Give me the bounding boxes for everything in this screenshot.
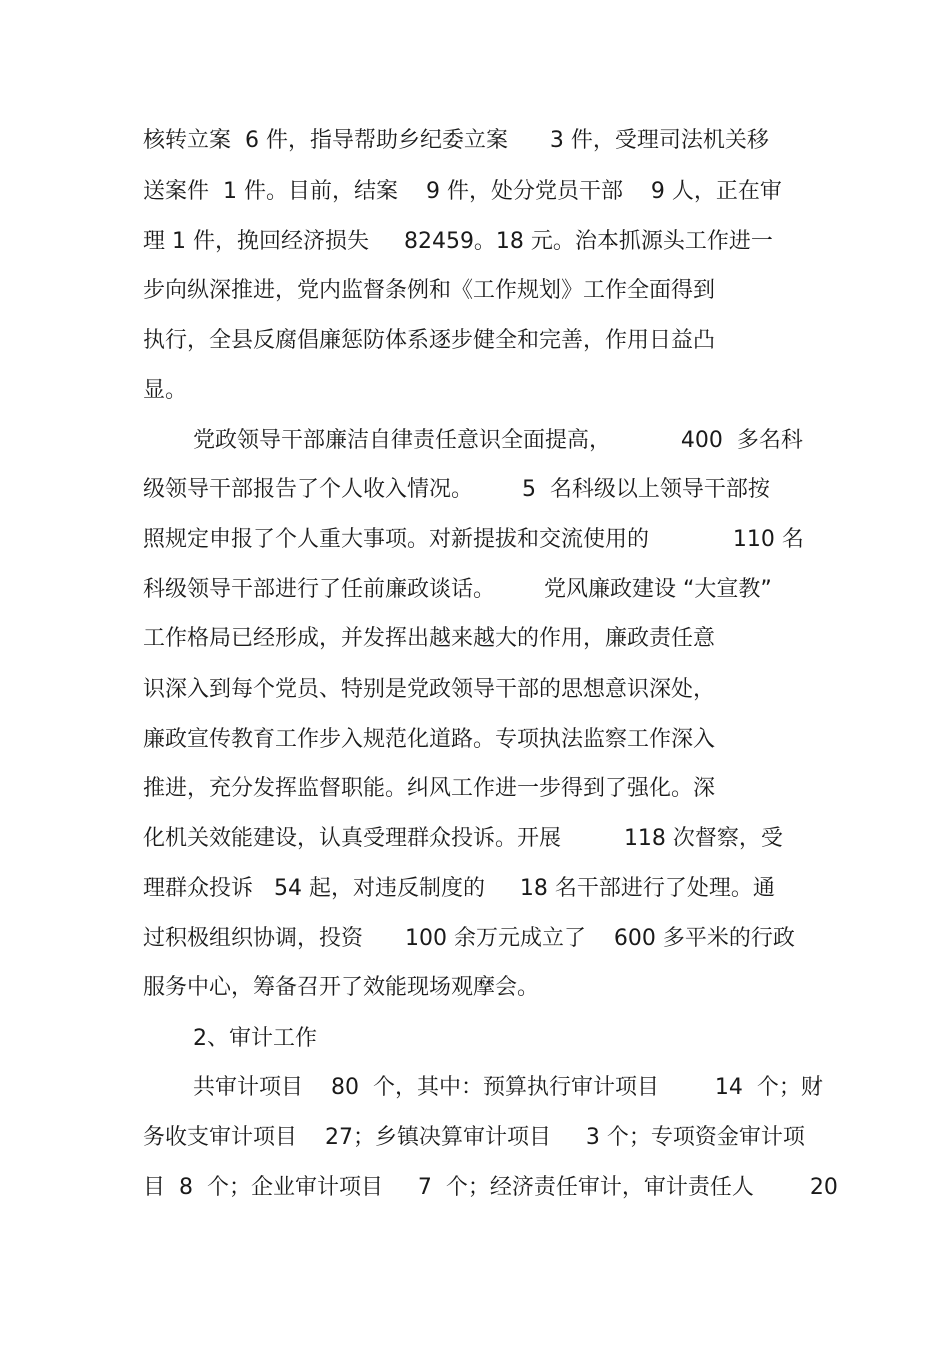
text-line: 廉政宣传教育工作步入规范化道路。专项执法监察工作深入 bbox=[143, 727, 716, 752]
text-line: 务收支审计项目 27；乡镇决算审计项目 3 个；专项资金审计项 bbox=[143, 1125, 805, 1150]
text-line: 步向纵深推进，党内监督条例和《工作规划》工作全面得到 bbox=[143, 278, 716, 303]
text-line: 过积极组织协调，投资 100 余万元成立了 600 多平米的行政 bbox=[143, 926, 795, 951]
text-line: 照规定申报了个人重大事项。对新提拔和交流使用的 110 名 bbox=[143, 527, 804, 552]
text-line: 理 1 件，挽回经济损失 82459。18 元。治本抓源头工作进一 bbox=[143, 229, 773, 254]
section-heading: 2、审计工作 bbox=[193, 1026, 317, 1051]
text-line: 执行，全县反腐倡廉惩防体系逐步健全和完善，作用日益凸 bbox=[143, 328, 716, 353]
text-line: 服务中心，筹备召开了效能现场观摩会。 bbox=[143, 975, 540, 1000]
text-line: 科级领导干部进行了任前廉政谈话。 党风廉政建设 “大宣教” bbox=[143, 577, 772, 602]
text-line: 推进，充分发挥监督职能。纠风工作进一步得到了强化。深 bbox=[143, 776, 716, 801]
text-line: 核转立案 6 件，指导帮助乡纪委立案 3 件，受理司法机关移 bbox=[143, 128, 769, 153]
text-line: 级领导干部报告了个人收入情况。 5 名科级以上领导干部按 bbox=[143, 477, 770, 502]
paragraph-first-line: 党政领导干部廉洁自律责任意识全面提高， 400 多名科 bbox=[193, 428, 803, 453]
text-line: 目 8 个；企业审计项目 7 个；经济责任审计，审计责任人 20 bbox=[143, 1175, 838, 1200]
text-line: 理群众投诉 54 起，对违反制度的 18 名干部进行了处理。通 bbox=[143, 876, 775, 901]
text-line: 识深入到每个党员、特别是党政领导干部的思想意识深处， bbox=[143, 677, 716, 702]
paragraph-first-line: 共审计项目 80 个，其中：预算执行审计项目 14 个；财 bbox=[193, 1075, 823, 1100]
text-line: 送案件 1 件。目前，结案 9 件，处分党员干部 9 人，正在审 bbox=[143, 179, 782, 204]
text-line: 工作格局已经形成，并发挥出越来越大的作用，廉政责任意 bbox=[143, 626, 716, 651]
text-line: 显。 bbox=[143, 378, 188, 403]
text-line: 化机关效能建设，认真受理群众投诉。开展 118 次督察，受 bbox=[143, 826, 783, 851]
